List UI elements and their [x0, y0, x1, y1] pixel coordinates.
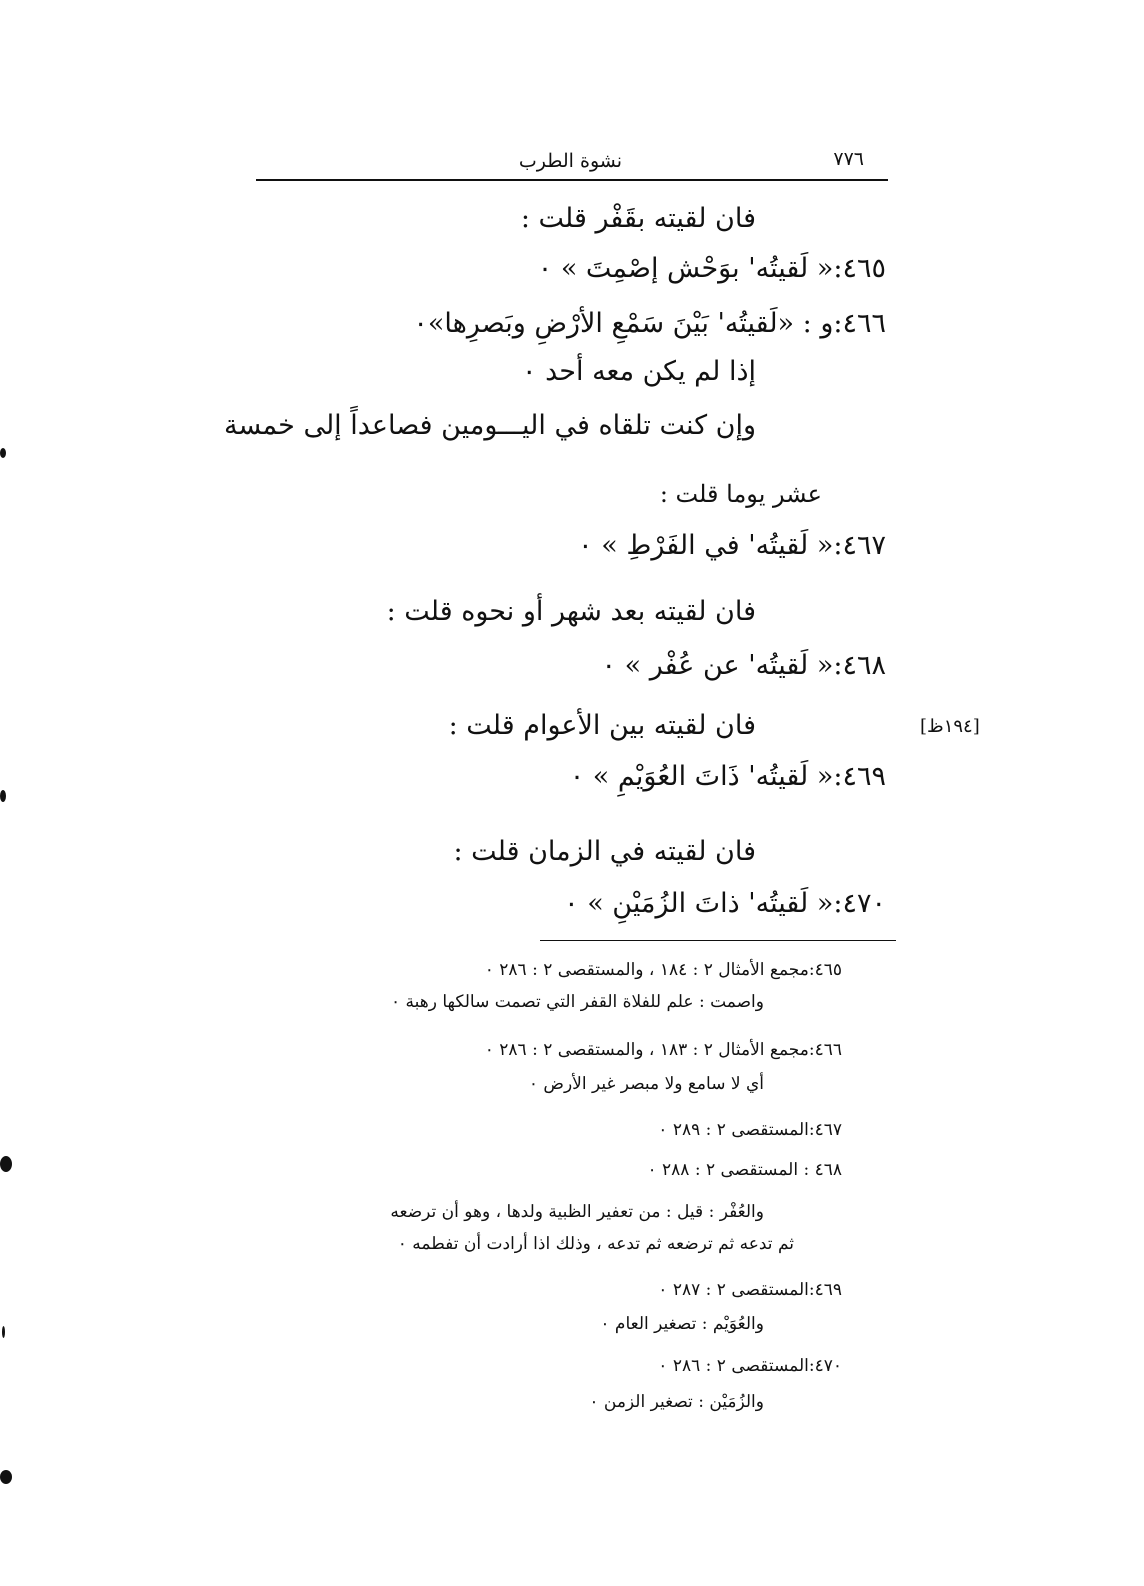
body-line: عشر يوما قلت : — [659, 480, 822, 508]
body-line: فان لقيته بين الأعوام قلت : — [448, 710, 756, 741]
footnote: ٤٦٧:المستقصى ٢ : ٢٨٩ ٠ — [658, 1120, 842, 1140]
footnote: ٤٦٩:المستقصى ٢ : ٢٨٧ ٠ — [658, 1280, 842, 1300]
footnote: والعُفْر : قيل : من تعفير الظبية ولدها ، وهو أن ترضعه — [390, 1202, 764, 1222]
page-number: ٧٧٦ — [833, 148, 864, 170]
footnote: ثم تدعه ثم ترضعه ثم تدعه ، وذلك اذا أرادت أن تفطمه ٠ — [397, 1234, 794, 1254]
footnote: والعُوَيْم : تصغير العام ٠ — [600, 1314, 764, 1334]
body-line: وإن كنت تلقاه في اليـــومين فصاعداً إلى خمسة — [224, 410, 756, 441]
footnote: ٤٦٥:مجمع الأمثال ٢ : ١٨٤ ، والمستقصى ٢ : ٢٨٦ ٠ — [484, 960, 842, 980]
footnote: أي لا سامع ولا مبصر غير الأرض ٠ — [528, 1074, 764, 1094]
proverb-466: ٤٦٦:و : «لَقيتُه' بَيْنَ سَمْعِ الأرْضِ وبَصرِها»٠ — [413, 308, 886, 339]
margin-folio-note: [١٩٤ظ] — [920, 716, 980, 737]
proverb-467: ٤٦٧:« لَقيتُه' في الفَرْطِ » ٠ — [578, 530, 886, 561]
scan-speck — [0, 790, 6, 802]
footnote: واصمت : علم للفلاة القفر التي تصمت سالكها رهبة ٠ — [390, 992, 764, 1012]
proverb-468: ٤٦٨:« لَقيتُه' عن عُفْر » ٠ — [601, 650, 886, 681]
scan-speck — [0, 448, 6, 458]
running-title: نشوة الطرب — [518, 150, 622, 172]
body-line: فان لقيته في الزمان قلت : — [453, 836, 756, 867]
body-line: فان لقيته بعد شهر أو نحوه قلت : — [386, 596, 756, 627]
proverb-465: ٤٦٥:« لَقيتُه' بوَحْش إصْمِتَ » ٠ — [537, 253, 886, 284]
body-line: فان لقيته بقَفْر قلت : — [520, 203, 756, 234]
footnote-rule — [540, 940, 896, 941]
header-rule — [256, 179, 888, 181]
body-line: إذا لم يكن معه أحد ٠ — [522, 356, 756, 387]
scan-speck — [0, 1156, 12, 1172]
footnote: ٤٧٠:المستقصى ٢ : ٢٨٦ ٠ — [658, 1356, 842, 1376]
proverb-470: ٤٧٠:« لَقيتُه' ذاتَ الزُمَيْنِ » ٠ — [564, 888, 886, 919]
proverb-469: ٤٦٩:« لَقيتُه' ذَاتَ العُوَيْمِ » ٠ — [569, 761, 886, 792]
footnote: ٤٦٨ : المستقصى ٢ : ٢٨٨ ٠ — [647, 1160, 842, 1180]
scan-speck — [2, 1326, 5, 1338]
footnote: ٤٦٦:مجمع الأمثال ٢ : ١٨٣ ، والمستقصى ٢ : ٢٨٦ ٠ — [484, 1040, 842, 1060]
footnote: والزُمَيْن : تصغير الزمن ٠ — [589, 1392, 764, 1412]
scan-speck — [0, 1470, 12, 1484]
